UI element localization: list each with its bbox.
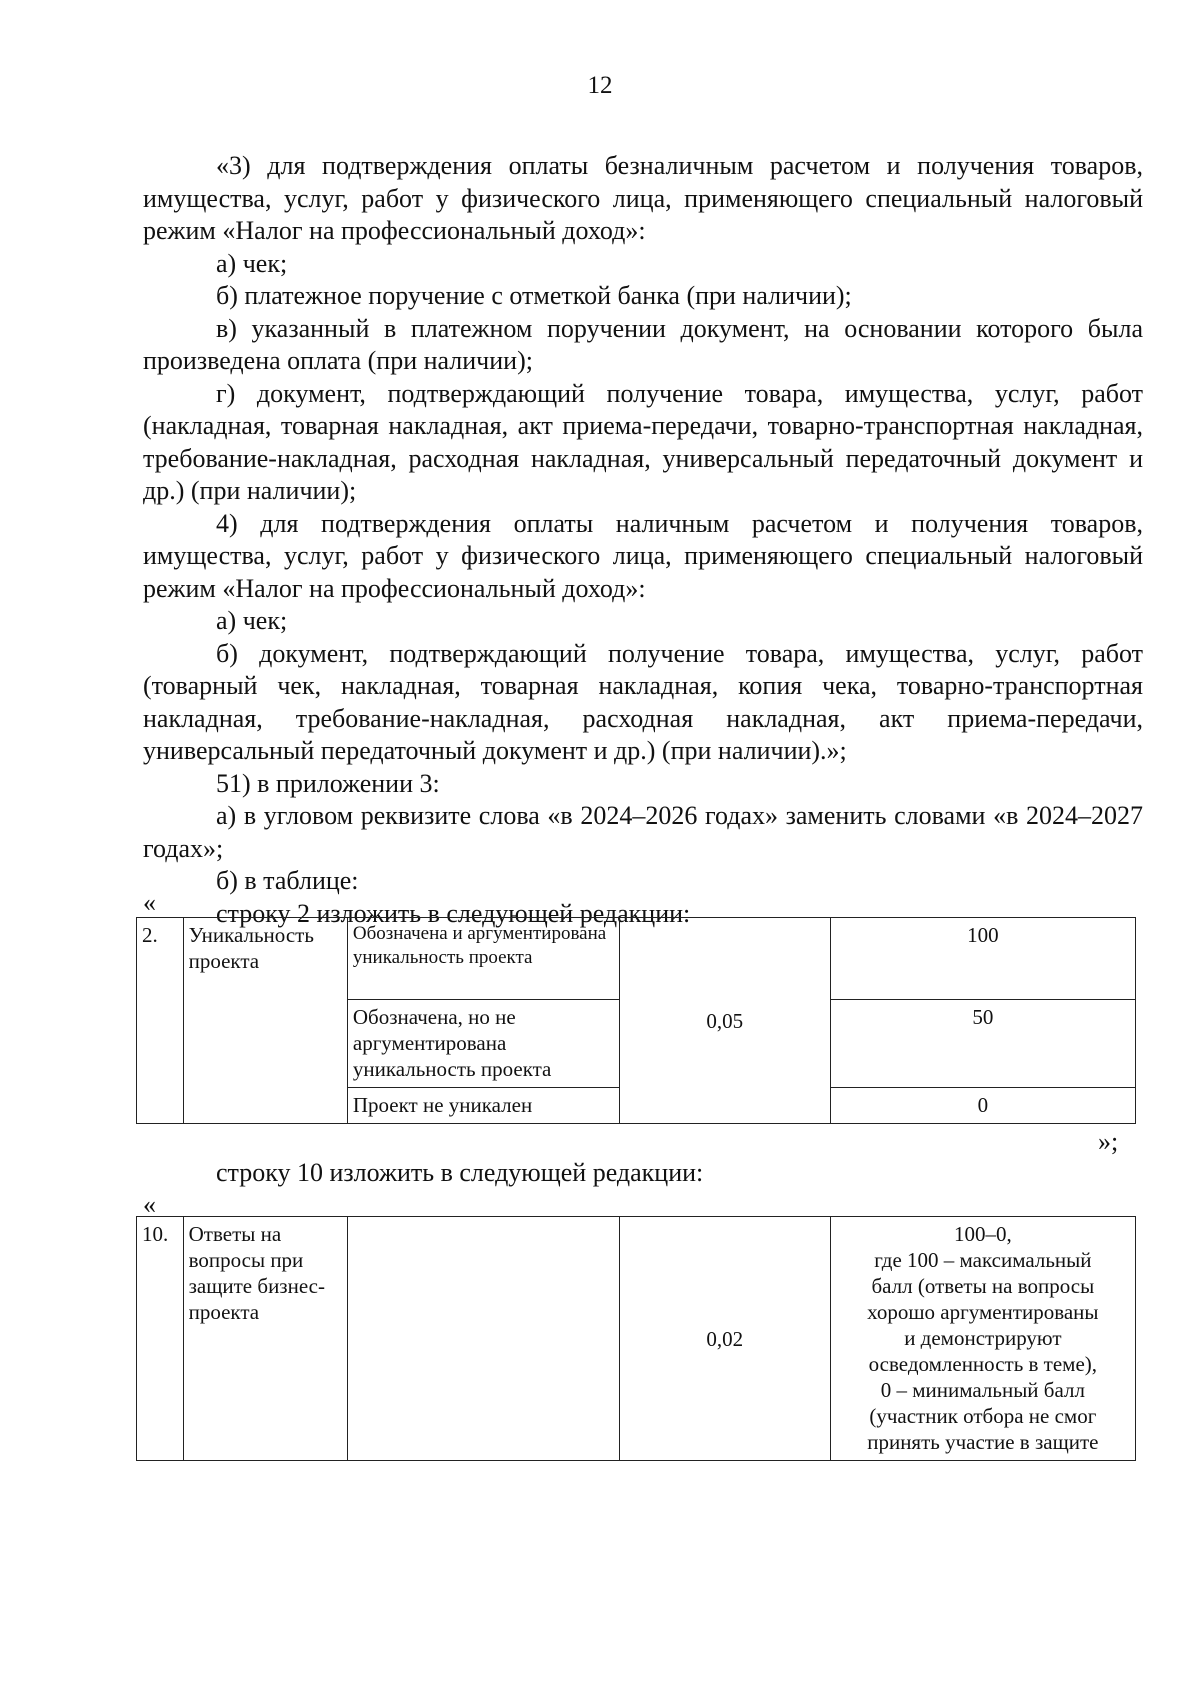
- criterion-cell: Уникальность проекта: [183, 918, 347, 1124]
- score-line: и демонстрируют: [904, 1326, 1062, 1350]
- description-cell: [347, 1217, 619, 1461]
- quote-open-2: «: [143, 1190, 156, 1219]
- list-item-b-2: б) документ, подтверждающий получение товара, имущества, услуг, работ (товарный чек, накладная, товарная накладная, копия чека, товарно-транспортная накладная, требование-накладная, расходная накладная, акт приема-передачи, универсальный передаточный документ и др.) (при наличии).»;: [143, 638, 1143, 765]
- paragraph-3: «3) для подтверждения оплаты безналичным расчетом и получения товаров, имущества, услуг, работ у физического лица, применяющего специальный налоговый режим «Налог на профессиональный доход»:: [143, 151, 1143, 245]
- weight-cell: 0,05: [619, 918, 830, 1124]
- score-cell: 0: [830, 1088, 1135, 1124]
- score-line: осведомленность в теме),: [868, 1352, 1098, 1376]
- score-line: балл (ответы на вопросы: [871, 1274, 1095, 1298]
- list-item-v: в) указанный в платежном поручении документ, на основании которого была произведена оплата (при наличии);: [143, 313, 1143, 375]
- criterion-cell: Ответы на вопросы при защите бизнес-проекта: [183, 1217, 347, 1461]
- quote-open-1: «: [143, 888, 156, 917]
- score-cell: 50: [830, 1000, 1135, 1088]
- row-number: 10.: [137, 1217, 184, 1461]
- quote-close: »;: [1098, 1127, 1119, 1156]
- score-line: где 100 – максимальный: [874, 1248, 1092, 1272]
- paragraph-51-a: а) в угловом реквизите слова «в 2024–2026 годах» заменить словами «в 2024–2027 годах»;: [143, 801, 1143, 863]
- score-line: принять участие в защите: [867, 1430, 1099, 1454]
- score-line: (участник отбора не смог: [869, 1404, 1097, 1428]
- option-cell: Обозначена и аргументирована уникальность проекта: [347, 918, 619, 1000]
- subheading-row-10: строку 10 изложить в следующей редакции:: [216, 1158, 704, 1187]
- list-item-a: а) чек;: [216, 248, 288, 278]
- list-item-b: б) платежное поручение с отметкой банка (при наличии);: [216, 281, 852, 310]
- score-cell: 100: [830, 918, 1135, 1000]
- list-item-a-2: а) чек;: [216, 606, 288, 635]
- table-row-2: [136, 917, 1136, 1124]
- weight-cell: 0,02: [619, 1217, 830, 1461]
- row-number: 2.: [137, 918, 184, 1124]
- page-number: 12: [587, 72, 613, 99]
- subheading-row-2: строку 2 изложить в следующей редакции:: [216, 898, 691, 928]
- score-line: хорошо аргументированы: [867, 1300, 1099, 1324]
- paragraph-51: 51) в приложении 3:: [216, 768, 440, 798]
- table-row-10: [136, 1216, 1136, 1461]
- paragraph-51-b: б) в таблице:: [216, 866, 359, 895]
- score-line: 100–0,: [953, 1222, 1012, 1246]
- score-cell: [830, 1217, 1135, 1461]
- option-cell: Проект не уникален: [347, 1088, 619, 1124]
- option-cell: Обозначена, но не аргументирована уникальность проекта: [347, 1000, 619, 1088]
- document-body: [143, 150, 1143, 930]
- score-line: 0 – минимальный балл: [880, 1378, 1085, 1402]
- paragraph-4: 4) для подтверждения оплаты наличным расчетом и получения товаров, имущества, услуг, работ у физического лица, применяющего специальный налоговый режим «Налог на профессиональный доход»:: [143, 508, 1143, 603]
- list-item-g: г) документ, подтверждающий получение товара, имущества, услуг, работ (накладная, товарная накладная, акт приема-передачи, товарно-транспортная накладная, требование-накладная, расходная накладная, универсальный передаточный документ и др.) (при наличии);: [143, 378, 1143, 505]
